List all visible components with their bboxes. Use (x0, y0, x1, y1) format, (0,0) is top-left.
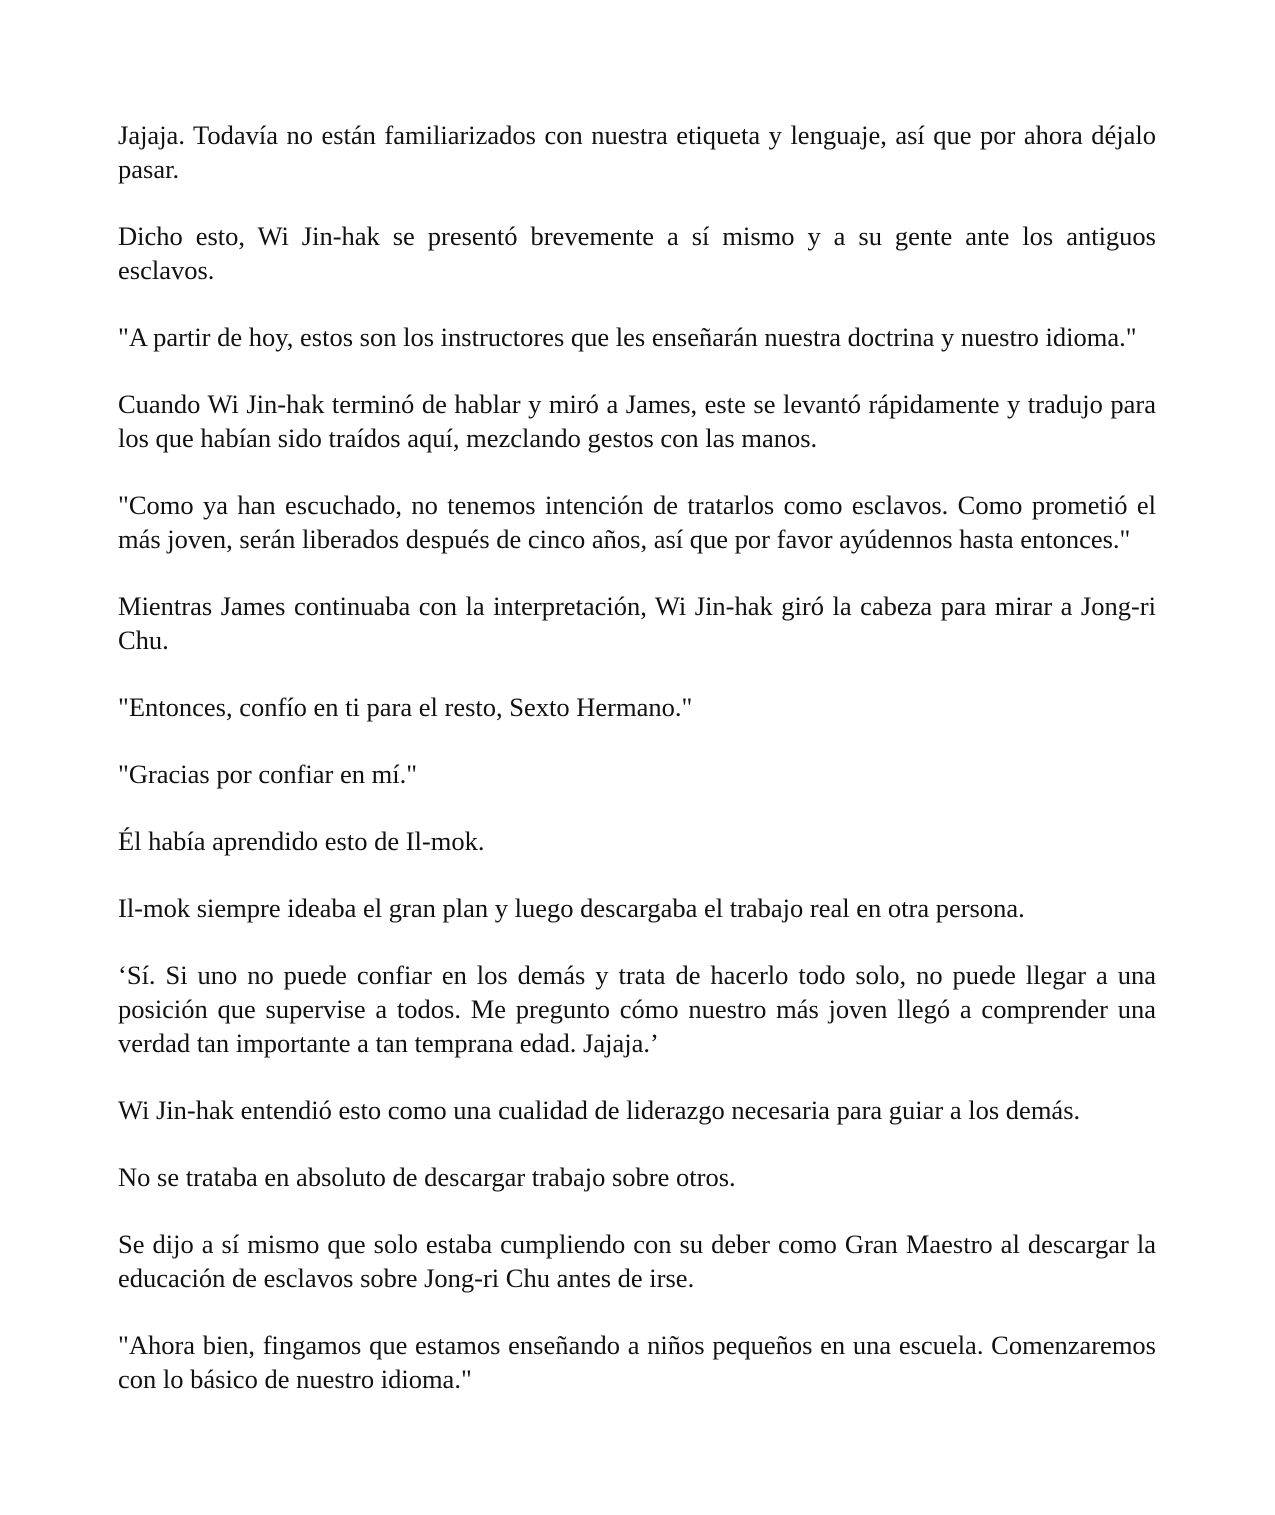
paragraph: Se dijo a sí mismo que solo estaba cumpliendo con su deber como Gran Maestro al descargar la educación de esclavos sobre Jong-ri Chu antes de irse. (118, 1229, 1156, 1293)
paragraph: Wi Jin-hak entendió esto como una cualidad de liderazgo necesaria para guiar a los demás. (118, 1095, 1081, 1125)
paragraph: Él había aprendido esto de Il-mok. (118, 826, 485, 856)
paragraph: Cuando Wi Jin-hak terminó de hablar y miró a James, este se levantó rápidamente y tradujo para los que habían sido traídos aquí, mezclando gestos con las manos. (118, 389, 1156, 453)
paragraph: Jajaja. Todavía no están familiarizados con nuestra etiqueta y lenguaje, así que por ahora déjalo pasar. (118, 120, 1156, 184)
paragraph: "Entonces, confío en ti para el resto, Sexto Hermano." (118, 692, 693, 722)
paragraph: "Ahora bien, fingamos que estamos enseñando a niños pequeños en una escuela. Comenzaremos con lo básico de nuestro idioma." (118, 1330, 1156, 1394)
paragraph: Dicho esto, Wi Jin-hak se presentó brevemente a sí mismo y a su gente ante los antiguos esclavos. (118, 221, 1156, 285)
document-page (118, 118, 1156, 1429)
paragraph: "A partir de hoy, estos son los instructores que les enseñarán nuestra doctrina y nuestro idioma." (118, 322, 1137, 352)
paragraph: Mientras James continuaba con la interpretación, Wi Jin-hak giró la cabeza para mirar a Jong-ri Chu. (118, 591, 1156, 655)
paragraph: No se trataba en absoluto de descargar trabajo sobre otros. (118, 1162, 736, 1192)
paragraph: "Gracias por confiar en mí." (118, 759, 418, 789)
paragraph: Il-mok siempre ideaba el gran plan y luego descargaba el trabajo real en otra persona. (118, 893, 1025, 923)
paragraph: "Como ya han escuchado, no tenemos intención de tratarlos como esclavos. Como prometió el más joven, serán liberados después de cinco años, así que por favor ayúdennos hasta entonces." (118, 490, 1156, 554)
paragraph: ‘Sí. Si uno no puede confiar en los demás y trata de hacerlo todo solo, no puede llegar a una posición que supervise a todos. Me pregunto cómo nuestro más joven llegó a comprender una verdad tan importante a tan temprana edad. Jajaja.’ (118, 960, 1156, 1058)
